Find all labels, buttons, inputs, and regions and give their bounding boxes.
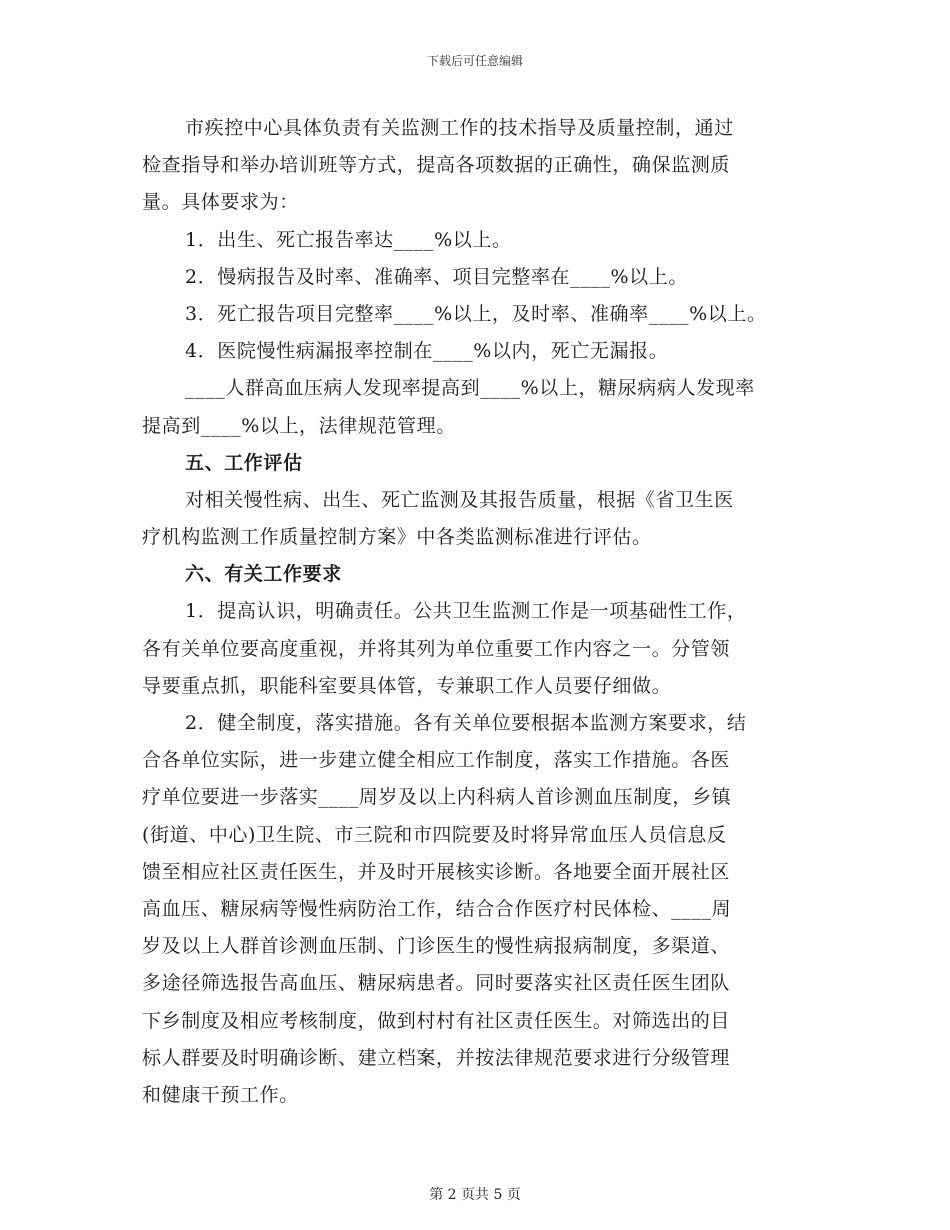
text-line: 和健康干预工作。 (142, 1083, 299, 1106)
text-line: 2．慢病报告及时率、准确率、项目完整率在____%以上。 (185, 265, 688, 288)
document-body (142, 110, 812, 1114)
text-line: 多途径筛选报告高血压、糖尿病患者。同时要落实社区责任医生团队 (142, 972, 731, 995)
text-line: 2．健全制度，落实措施。各有关单位要根据本监测方案要求，结 (185, 712, 747, 734)
text-line: 1．出生、死亡报告率达____%以上。 (185, 228, 512, 251)
text-line: 对相关慢性病、出生、死亡监测及其报告质量，根据《省卫生医 (185, 488, 734, 511)
text-line: 4．医院慢性病漏报率控制在____%以内，死亡无漏报。 (185, 340, 669, 363)
text-line: ____人群高血压病人发现率提高到____%以上，糖尿病病人发现率 (185, 377, 755, 400)
text-line: 市疾控中心具体负责有关监测工作的技术指导及质量控制，通过 (185, 117, 734, 139)
text-line: 合各单位实际，进一步建立健全相应工作制度，落实工作措施。各医 (142, 749, 731, 772)
text-line: 各有关单位要高度重视，并将其列为单位重要工作内容之一。分管领 (142, 637, 731, 660)
page-header: 下载后可任意编辑 (426, 54, 523, 68)
section-heading: 六、有关工作要求 (185, 563, 342, 586)
text-line: 导要重点抓，职能科室要具体管，专兼职工作人员要仔细做。 (142, 674, 672, 697)
text-line: 疗单位要进一步落实____周岁及以上内科病人首诊测血压制度，乡镇 (142, 786, 732, 809)
text-line: 提高到____%以上，法律规范管理。 (142, 414, 456, 437)
page-footer: 第 2 页共 5 页 (429, 1187, 521, 1203)
text-line: 检查指导和举办培训班等方式，提高各项数据的正确性，确保监测质 (142, 154, 731, 177)
section-heading: 五、工作评估 (185, 451, 303, 474)
text-line: 馈至相应社区责任医生，并及时开展核实诊断。各地要全面开展社区 (142, 860, 731, 883)
text-line: 高血压、糖尿病等慢性病防治工作，结合合作医疗村民体检、____周 (142, 897, 732, 920)
text-line: 量。具体要求为： (142, 191, 299, 214)
text-line: 岁及以上人群首诊测血压制、门诊医生的慢性病报病制度，多渠道、 (142, 935, 731, 958)
text-line: 疗机构监测工作质量控制方案》中各类监测标准进行评估。 (142, 526, 652, 549)
text-line: 3．死亡报告项目完整率____%以上，及时率、准确率____%以上。 (185, 302, 767, 325)
text-line: 1．提高认识，明确责任。公共卫生监测工作是一项基础性工作， (185, 600, 747, 623)
text-line: 下乡制度及相应考核制度，做到村村有社区责任医生。对筛选出的目 (142, 1009, 731, 1032)
text-line: 标人群要及时明确诊断、建立档案，并按法律规范要求进行分级管理 (142, 1046, 731, 1069)
text-line: (街道、中心)卫生院、市三院和市四院要及时将异常血压人员信息反 (142, 823, 727, 846)
